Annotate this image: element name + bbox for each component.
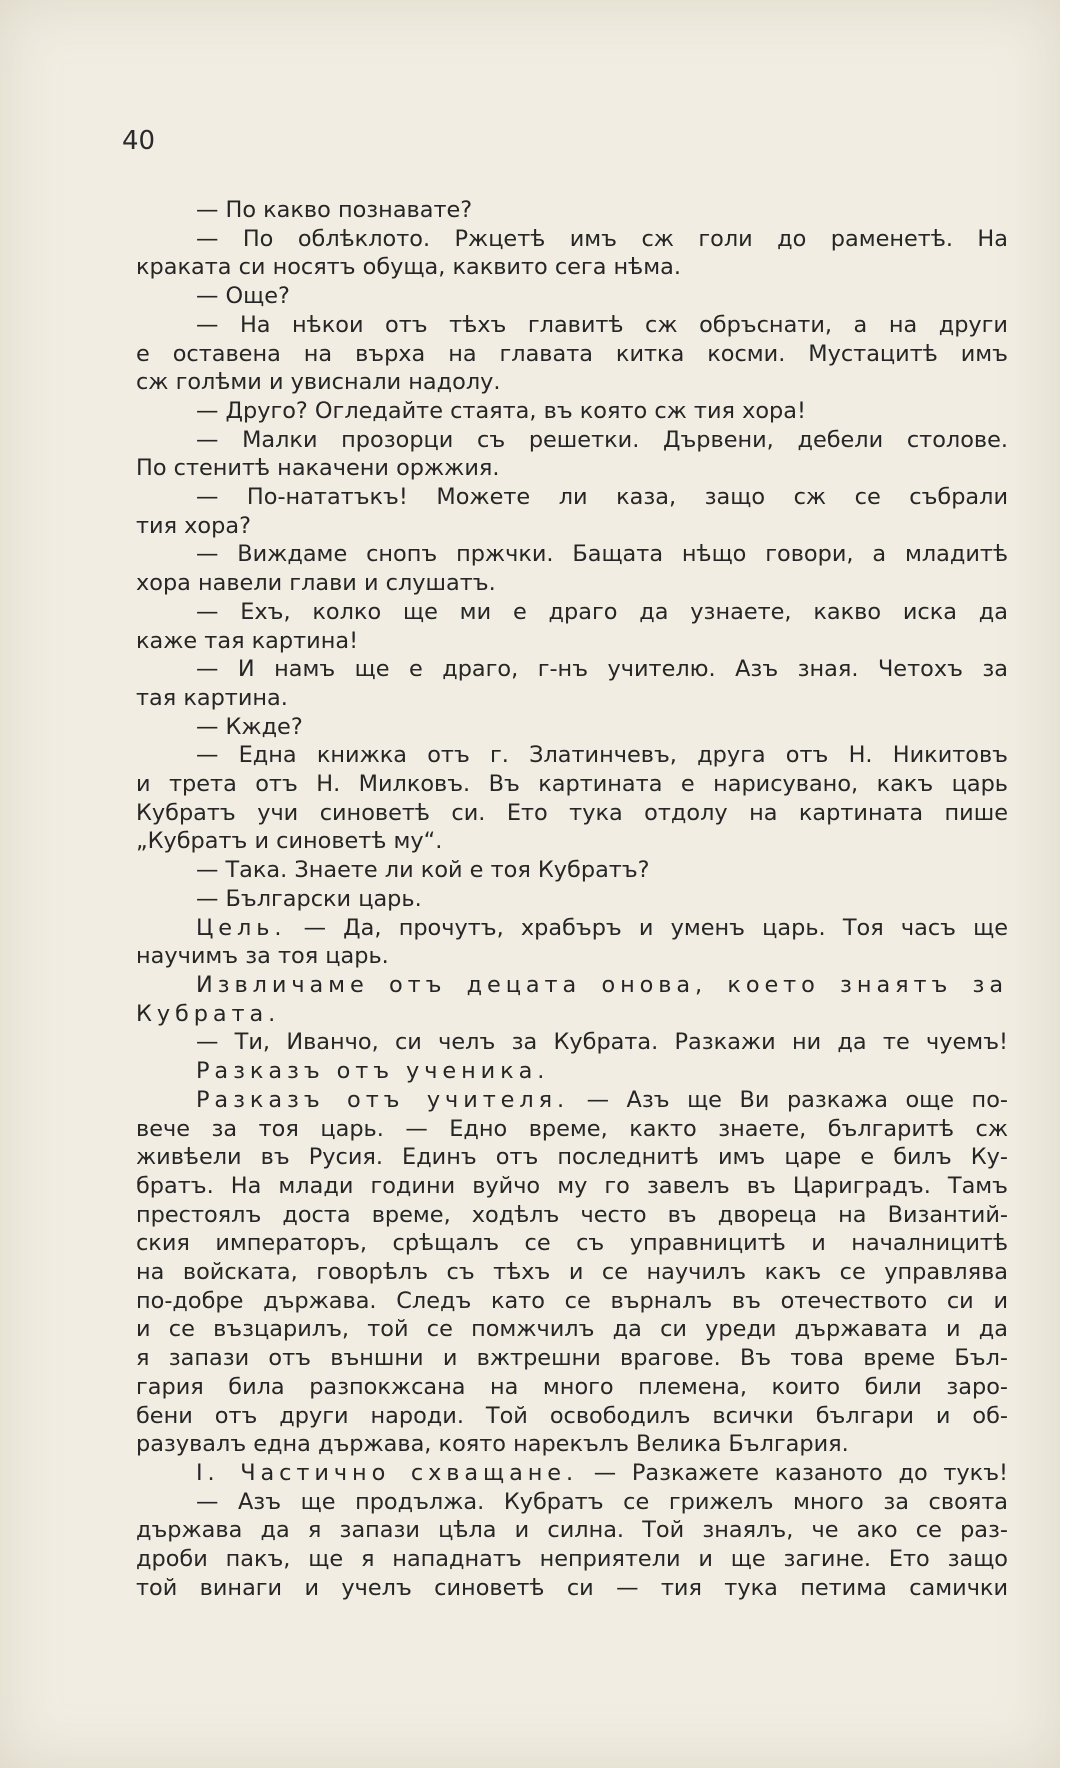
- line-text: — Друго? Огледайте стаята, въ която сж тия хора!: [196, 397, 806, 424]
- line-text: — По какво познавате?: [196, 197, 473, 223]
- line-text: — По облѣклото. Ржцетѣ имъ сж голи до раменетѣ. На: [196, 225, 1008, 252]
- line-text: държава да я запази цѣла и силна. Той знаялъ, че ако се раз-: [136, 1517, 1008, 1544]
- line-text: — Виждаме снопъ пржчки. Бащата нѣщо говори, а младитѣ: [196, 541, 1008, 568]
- text-line: [136, 770, 1008, 799]
- text-line: [136, 340, 1008, 369]
- line-text: гария била разпокжсана на много племена, които били заро-: [136, 1373, 1008, 1400]
- text-line: [136, 1402, 1008, 1431]
- line-text: — На нѣкои отъ тѣхъ главитѣ сж обръснати, а на други: [196, 311, 1008, 338]
- text-line: [136, 1574, 1008, 1603]
- line-text: и трета отъ Н. Милковъ. Въ картината е нарисувано, какъ царь: [136, 771, 1008, 798]
- line-text: — Ехъ, колко ще ми е драго да узнаете, какво иска да: [196, 598, 1008, 625]
- text-line: [136, 1459, 1008, 1488]
- line-text: дроби пакъ, ще я нападнатъ неприятели и ще загине. Ето защо: [136, 1546, 1008, 1573]
- page-text: [136, 196, 1008, 1602]
- line-text: той винаги и учелъ синоветѣ си — тия тука петима самички: [136, 1574, 1008, 1601]
- text-line: [136, 1115, 1008, 1144]
- text-line: [136, 1028, 1008, 1057]
- text-line: [136, 971, 1008, 1000]
- spaced-emphasis: Цель.: [196, 914, 287, 941]
- line-text: — Азъ ще продължа. Кубратъ се грижелъ много за своята: [196, 1488, 1008, 1515]
- text-line: [136, 741, 1008, 770]
- spaced-emphasis: Разказъ отъ ученика.: [196, 1058, 550, 1085]
- text-line: [136, 426, 1008, 455]
- line-text: ския императоръ, срѣщалъ се съ управницитѣ и началницитѣ: [136, 1230, 1008, 1257]
- text-line: [136, 196, 1008, 225]
- text-line: [136, 598, 1008, 627]
- spaced-emphasis: Разказъ отъ учителя.: [196, 1086, 570, 1113]
- text-line: [136, 1172, 1008, 1201]
- text-line: [136, 1143, 1008, 1172]
- text-line: [136, 885, 1008, 914]
- text-line: [136, 1315, 1008, 1344]
- line-text: хора навели глави и слушатъ.: [136, 570, 496, 597]
- line-text: братъ. На млади години вуйчо му го завелъ въ Цариградъ. Тамъ: [136, 1172, 1008, 1199]
- page-number: 40: [122, 126, 156, 156]
- text-line: [136, 713, 1008, 742]
- line-text: каже тая картина!: [136, 627, 359, 654]
- spaced-emphasis: Извличаме отъ децата онова, което знаятъ за: [196, 971, 1008, 998]
- text-line: [136, 1373, 1008, 1402]
- text-line: [136, 1516, 1008, 1545]
- text-line: [136, 627, 1008, 656]
- line-text: — Разкажете казаното до тукъ!: [578, 1459, 1008, 1486]
- text-line: [136, 282, 1008, 311]
- line-text: — По-нататъкъ! Можете ли каза, защо сж се събрали: [196, 484, 1008, 511]
- line-text: — Български царь.: [196, 885, 422, 912]
- line-text: сж голѣми и увиснали надолу.: [136, 369, 501, 396]
- text-line: [136, 1000, 1008, 1029]
- text-line: [136, 368, 1008, 397]
- line-text: — Азъ ще Ви разкажа още по-: [569, 1086, 1008, 1113]
- text-line: [136, 225, 1008, 254]
- line-text: е оставена на върха на главата китка косми. Мустацитѣ имъ: [136, 340, 1008, 367]
- text-line: [136, 655, 1008, 684]
- text-line: [136, 1545, 1008, 1574]
- line-text: Кубратъ учи синоветѣ си. Ето тука отдолу на картината пише: [136, 799, 1008, 826]
- line-text: — Да, прочутъ, храбъръ и уменъ царь. Тоя часъ ще: [286, 914, 1008, 941]
- line-text: вече за тоя царь. — Едно време, както знаете, българитѣ сж: [136, 1115, 1008, 1142]
- line-text: — Ти, Иванчо, си челъ за Кубрата. Разкажи ни да те чуемъ!: [196, 1029, 1008, 1056]
- line-text: — Още?: [196, 283, 290, 310]
- text-line: [136, 827, 1008, 856]
- text-line: [136, 1229, 1008, 1258]
- text-line: [136, 1430, 1008, 1459]
- line-text: тия хора?: [136, 512, 251, 539]
- line-text: „Кубратъ и синоветѣ му“.: [136, 828, 443, 855]
- text-line: [136, 942, 1008, 971]
- text-line: [136, 1086, 1008, 1115]
- line-text: тая картина.: [136, 684, 288, 711]
- text-line: [136, 856, 1008, 885]
- line-text: — И намъ ще е драго, г-нъ учителю. Азъ зная. Четохъ за: [196, 656, 1008, 683]
- text-line: [136, 540, 1008, 569]
- spaced-emphasis: Кубрата.: [136, 1000, 281, 1027]
- text-line: [136, 1344, 1008, 1373]
- text-line: [136, 253, 1008, 282]
- text-line: [136, 1488, 1008, 1517]
- line-text: и се възцарилъ, той се помжчилъ да си уреди държавата и да: [136, 1316, 1008, 1343]
- line-text: по-добре държава. Следъ като се върналъ въ отечеството си и: [136, 1287, 1008, 1314]
- line-text: разувалъ една държава, която нарекълъ Велика България.: [136, 1431, 849, 1458]
- line-text: престоялъ доста време, ходѣлъ често въ двореца на Византий-: [136, 1201, 1008, 1228]
- text-line: [136, 454, 1008, 483]
- line-text: научимъ за тоя царь.: [136, 943, 389, 970]
- text-line: [136, 684, 1008, 713]
- line-text: По стенитѣ накачени оржжия.: [136, 455, 500, 482]
- text-line: [136, 1201, 1008, 1230]
- line-text: бени отъ други народи. Той освободилъ всички българи и об-: [136, 1402, 1008, 1429]
- text-line: [136, 512, 1008, 541]
- text-line: [136, 397, 1008, 426]
- line-text: — Една книжка отъ г. Златинчевъ, друга отъ Н. Никитовъ: [196, 742, 1008, 769]
- text-line: [136, 914, 1008, 943]
- spaced-emphasis: I. Частично схващане.: [196, 1459, 579, 1486]
- text-line: [136, 569, 1008, 598]
- text-line: [136, 1057, 1008, 1086]
- text-line: [136, 311, 1008, 340]
- text-line: [136, 1258, 1008, 1287]
- line-text: я запази отъ външни и вжтрешни врагове. Въ това време Бъл-: [136, 1345, 1008, 1372]
- line-text: — Малки прозорци съ решетки. Дървени, дебели столове.: [196, 426, 1008, 453]
- text-line: [136, 1287, 1008, 1316]
- line-text: на войската, говорѣлъ съ тѣхъ и се научилъ какъ се управлява: [136, 1259, 1008, 1286]
- text-line: [136, 799, 1008, 828]
- text-line: [136, 483, 1008, 512]
- line-text: — Кжде?: [196, 713, 303, 740]
- line-text: — Така. Знаете ли кой е тоя Кубратъ?: [196, 857, 650, 884]
- line-text: живѣели въ Русия. Единъ отъ последнитѣ имъ царе е билъ Ку-: [136, 1144, 1008, 1171]
- line-text: краката си носятъ обуща, каквито сега нѣма.: [136, 254, 681, 281]
